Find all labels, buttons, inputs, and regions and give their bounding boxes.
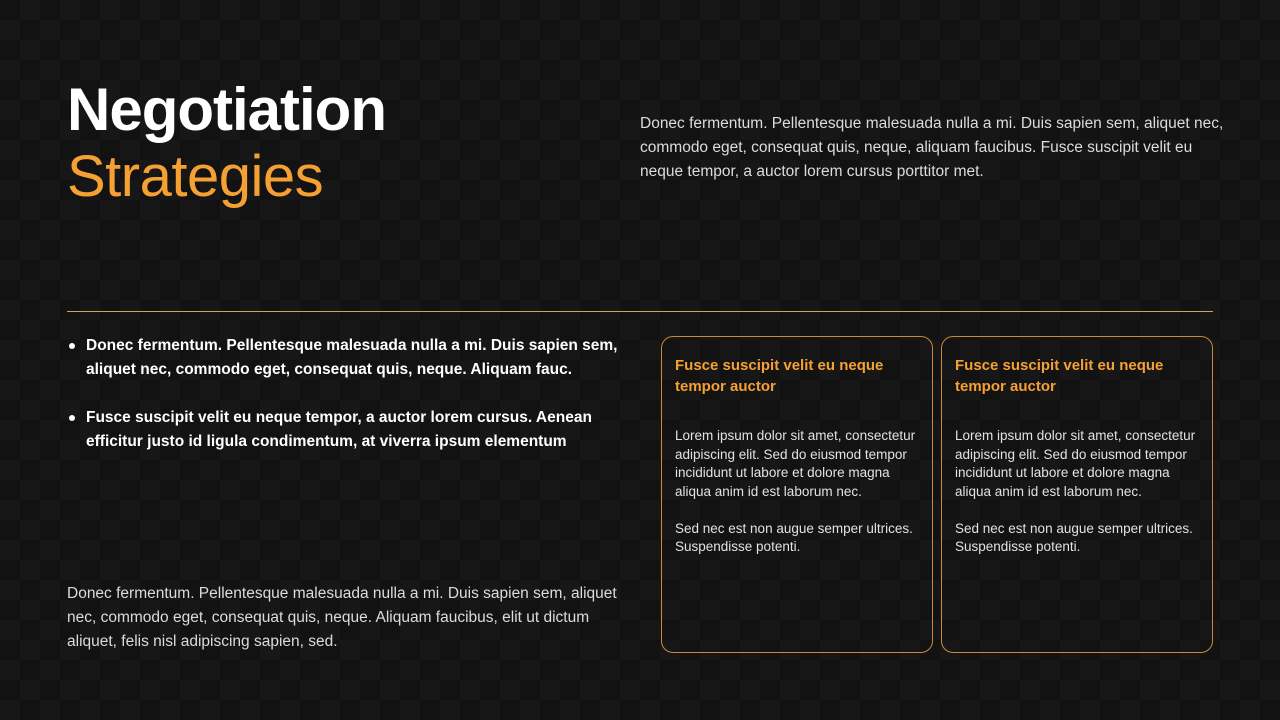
bullet-dot-icon	[69, 415, 75, 421]
section-divider	[67, 311, 1213, 312]
card-body	[675, 427, 919, 557]
card-body	[955, 427, 1199, 557]
slide-title	[67, 76, 386, 210]
bullet-text: Fusce suscipit velit eu neque tempor, a auctor lorem cursus. Aenean efficitur justo id ligula condimentum, at viverra ipsum elementum	[86, 409, 592, 450]
card-paragraph: Lorem ipsum dolor sit amet, consectetur adipiscing elit. Sed do eiusmod tempor incididunt ut labore et dolore magna aliqua anim id est laborum nec.	[955, 428, 1196, 499]
bullet-dot-icon	[69, 343, 75, 349]
intro-paragraph: Donec fermentum. Pellentesque malesuada nulla a mi. Duis sapien sem, aliquet nec, commodo eget, consequat quis, neque, aliquam faucibus. Fusce suscipit velit eu neque tempor, a auctor lorem cursus porttitor met.	[640, 115, 1224, 180]
card-paragraph: Sed nec est non augue semper ultrices. Suspendisse potenti.	[675, 520, 913, 554]
outro-paragraph: Donec fermentum. Pellentesque malesuada nulla a mi. Duis sapien sem, aliquet nec, commodo eget, consequat quis, neque. Aliquam faucibus, elit ut dictum aliquet, felis nisl adipiscing sapien, sed.	[67, 585, 617, 650]
info-card	[661, 336, 933, 653]
info-card	[941, 336, 1213, 653]
card-title: Fusce suscipit velit eu neque tempor auctor	[955, 357, 1164, 395]
bullet-list	[67, 334, 627, 478]
title-line-accent: Strategies	[67, 144, 324, 209]
card-paragraph: Sed nec est non augue semper ultrices. Suspendisse potenti.	[955, 520, 1193, 554]
bullet-item	[67, 334, 627, 382]
bullet-item	[67, 406, 627, 454]
bullet-text: Donec fermentum. Pellentesque malesuada nulla a mi. Duis sapien sem, aliquet nec, commodo eget, consequat quis, neque. Aliquam fauc.	[86, 337, 618, 378]
title-line-primary: Negotiation	[67, 76, 386, 143]
card-paragraph: Lorem ipsum dolor sit amet, consectetur adipiscing elit. Sed do eiusmod tempor incididunt ut labore et dolore magna aliqua anim id est laborum nec.	[675, 428, 916, 499]
card-title: Fusce suscipit velit eu neque tempor auctor	[675, 357, 884, 395]
